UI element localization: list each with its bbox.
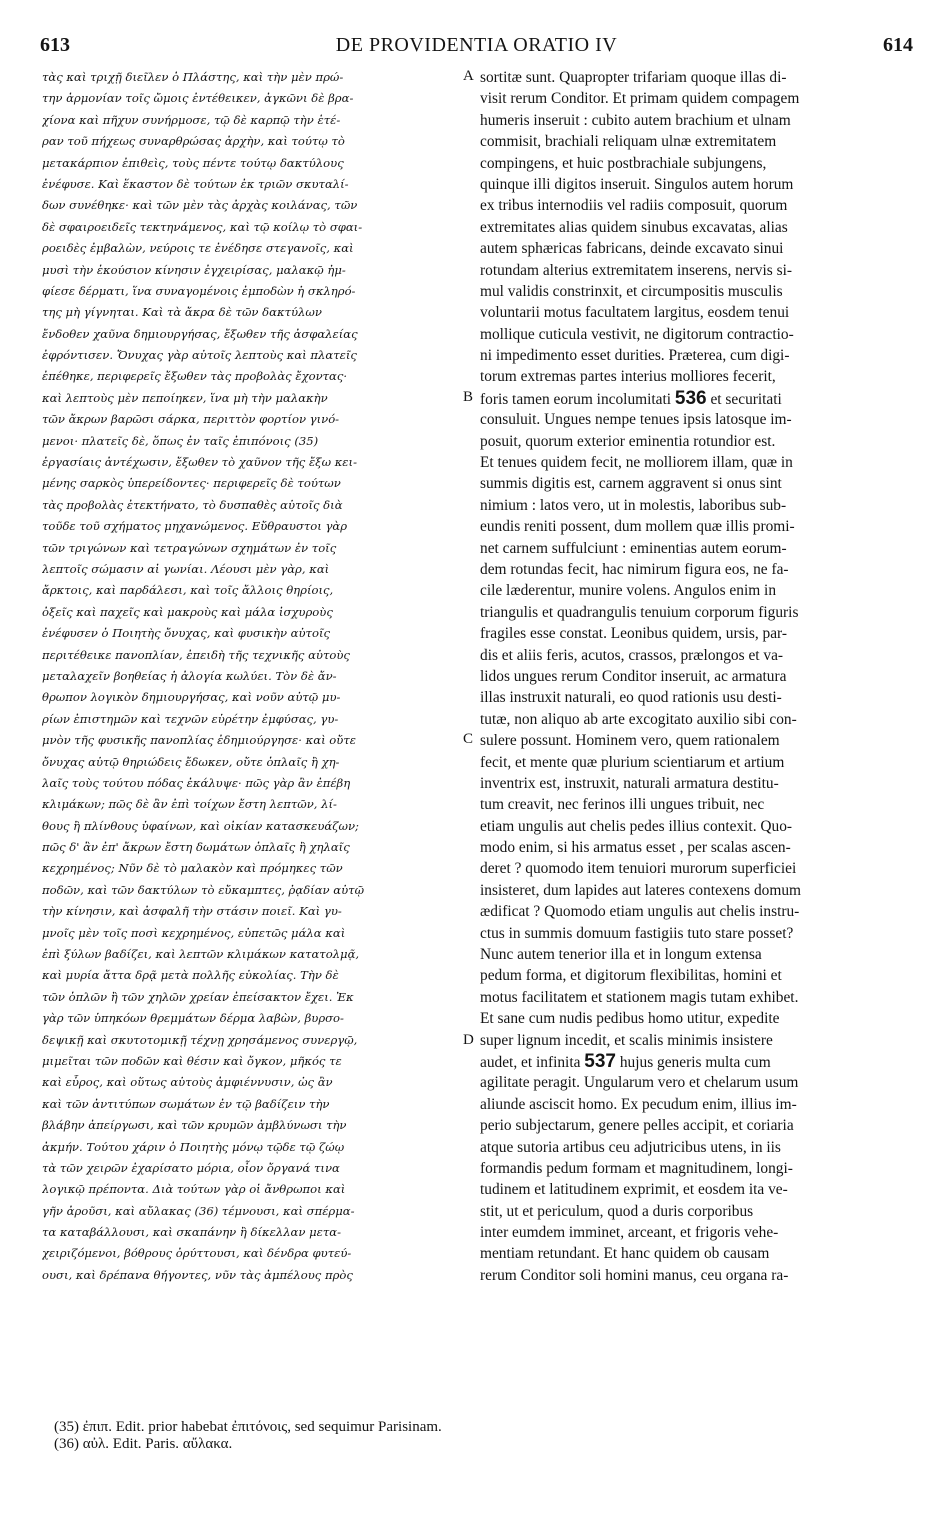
greek-line: χίονα καὶ πῆχυν συνήρμοσε, τῷ δὲ καρπῷ τὴν ἑτέ- [42, 112, 341, 127]
latin-text: dem rotundas fecit, hac nimirum figura eos, ne fa- [480, 560, 789, 578]
greek-line: τὰς καὶ τριχῇ διεῖλεν ὁ Πλάστης, καὶ τὴν μὲν πρώ- [42, 70, 344, 84]
page-ref-number: 537 [584, 1050, 616, 1072]
latin-text: voluntarii motus facultatem largitus, eosdem tenui [480, 304, 790, 322]
latin-line [480, 324, 916, 345]
greek-line: περιτέθεικε πανοπλίαν, ἐπειδὴ τῆς τεχνικῆς αὐτοὺς [42, 647, 350, 662]
greek-line: τα καταβάλλουσι, καὶ σκαπάνην ἢ δίκελλαν μετα- [42, 1225, 342, 1240]
page-header [40, 34, 913, 60]
greek-line: δὲ σφαιροειδεῖς τεκτηνάμενος, καὶ τῷ κοίλῳ τὸ σφαι- [42, 219, 363, 234]
greek-line: ἐργασίαις ἀντέχωσιν, ἔξωθεν τὸ χαῦνον τῆς ἔξω κει- [42, 455, 357, 470]
latin-text: extremitates alias quidem sinubus excavatas, alias [480, 218, 788, 236]
latin-text: aliunde asciscit homo. Ex pecudum enim, illius im- [480, 1095, 797, 1113]
latin-line [480, 1201, 916, 1222]
latin-text: ctus in summis domuum fastigiis tuto stare posset? [480, 924, 794, 942]
latin-line [480, 1265, 916, 1286]
latin-line [480, 709, 916, 730]
latin-text: tudinem et latitudinem exprimit, et eosdem ita ve- [480, 1181, 788, 1199]
greek-line: θους ἢ πλίνθους ὑφαίνων, καὶ οἰκίαν κατασκευάζων; [42, 818, 359, 833]
greek-line: ουσι, καὶ δρέπανα θήγοντες, νῦν τὰς ἀμπέλους πρὸς [42, 1267, 353, 1282]
greek-line: λαῖς τοὺς τούτου πόδας ἐκάλυψε· πῶς γὰρ ἂν ἐπέβη [42, 775, 351, 790]
latin-text: Nunc autem tenerior illa et in longum extensa [480, 946, 762, 964]
latin-line [480, 174, 916, 195]
greek-line: γῆν ἀροῦσι, καὶ αὔλακας (36) τέμνουσι, καὶ σπέρμα- [42, 1203, 355, 1218]
greek-line: ἀκμήν. Τούτου χάριν ὁ Ποιητὴς μόνῳ τῷδε τῷ ζώῳ [42, 1139, 345, 1154]
latin-text: cile læderentur, munire volens. Angulos enim in [480, 582, 777, 600]
greek-line: ἐφρόντισεν. Ὄνυχας γὰρ αὐτοῖς λεπτοὺς καὶ πλατεῖς [42, 348, 357, 363]
latin-text: et securitati [706, 390, 782, 408]
latin-line [480, 858, 916, 879]
latin-line [480, 238, 916, 259]
latin-line [480, 602, 916, 623]
latin-line [480, 1179, 916, 1200]
greek-line: κλιμάκων; πῶς δὲ ἂν ἐπὶ τοίχων ἔστη λεπτῶν, λί- [42, 797, 337, 812]
greek-column [42, 67, 460, 1286]
latin-line [480, 1094, 916, 1115]
greek-line: μυσὶ τὴν ἑκούσιον κίνησιν ἐγχειρίσας, μαλακῷ ἠμ- [42, 262, 346, 277]
latin-text: pedum forma, et digitorum flexibilitas, homini et [480, 967, 782, 985]
section-marker-b: B [463, 389, 474, 405]
greek-line: ἄρκτοις, καὶ παρδάλεσι, καὶ τοῖς ἄλλοις θηρίοις, [42, 583, 334, 598]
greek-line: θρωπον λογικὸν δημιουργήσας, καὶ νοῦν αὐτῷ μυ- [42, 690, 341, 705]
greek-line: καὶ λεπτοὺς μὲν πεποίηκεν, ἵνα μὴ τὴν μαλακὴν [42, 390, 328, 405]
greek-line: τὰ τῶν χειρῶν ἐχαρίσατο μόρια, οἷον ὄργανά τινα [42, 1160, 340, 1175]
latin-line [480, 816, 916, 837]
latin-text: hujus generis multa cum [615, 1053, 771, 1071]
greek-line: της μὴ γίγνηται. Καὶ τὰ ἄκρα δὲ τῶν δακτύλων [42, 305, 322, 320]
latin-text: Et tenues quidem fecit, ne molliorem illam, quæ in [480, 454, 793, 472]
latin-line [480, 473, 916, 494]
latin-line [480, 923, 916, 944]
latin-text: humeris inseruit : cubito autem brachium et ulnam [480, 111, 791, 129]
greek-line: μένης σαρκὸς ὑπερείδοντες· περιφερεῖς δὲ τούτων [42, 476, 341, 491]
greek-line: μνὸν τῆς φυσικῆς πανοπλίας ἐδημιούργησε· καὶ οὔτε [42, 733, 356, 748]
latin-line [480, 260, 916, 281]
latin-line [480, 366, 916, 387]
latin-text: rotundam alterius extremitatem inserens, nervis si- [480, 261, 792, 279]
greek-line: ἔνδοθεν χαῦνα δημιουργήσας, ἔξωθεν τῆς ἀσφαλείας [42, 326, 358, 341]
latin-line [480, 409, 916, 430]
greek-line: λογικῷ πρέποντα. Διὰ τούτων γὰρ οἱ ἄνθρωποι καὶ [42, 1182, 346, 1197]
section-marker-a: A [463, 68, 474, 84]
greek-line: ὀξεῖς καὶ παχεῖς καὶ μακροὺς καὶ μάλα ἰσχυροὺς [42, 604, 333, 619]
latin-line [480, 302, 916, 323]
greek-line: μετακάρπιον ἐπιθεὶς, τοὺς πέντε τούτῳ δακτύλους [42, 155, 344, 170]
latin-text: sulere possunt. Hominem vero, quem rationalem [480, 732, 780, 750]
greek-line: μιμεῖται τῶν ποδῶν καὶ θέσιν καὶ ὄγκον, μῆκός τε [42, 1053, 342, 1068]
latin-text: sortitæ sunt. Quapropter trifariam quoque illas di- [480, 69, 787, 86]
latin-text: illas instruxit naturali, eo quod rationis usu desti- [480, 689, 782, 707]
latin-line [480, 559, 916, 580]
greek-line: καὶ μυρία ἄττα δρᾷ μετὰ πολλῆς εὐκολίας. Τὴν δὲ [42, 968, 339, 983]
latin-line [480, 1243, 916, 1264]
latin-text: autem sphæricas fabricans, deinde excavato sinui [480, 240, 784, 258]
greek-line: τὰς προβολὰς ἐτεκτήνατο, τὸ δυσπαθὲς αὐτοῖς διὰ [42, 497, 343, 512]
latin-text: compingens, et huic postbrachiale subjungens, [480, 154, 767, 172]
latin-text: formandis pedum formam et magnitudinem, longi- [480, 1159, 793, 1177]
greek-line: βλάβην ἀπείργωσι, καὶ τῶν κρυμῶν ἀμβλύνωσι τὴν [42, 1118, 347, 1133]
latin-line [480, 965, 916, 986]
greek-line: τῶν ἄκρων βαρῶσι σάρκα, περιττὸν φορτίον γινό- [42, 412, 340, 427]
greek-line: τὴν κίνησιν, καὶ ἀσφαλῆ τὴν στάσιν ποιεῖ. Καὶ γυ- [42, 904, 342, 919]
latin-text: posuit, quorum exterior eminentia rotundior est. [480, 432, 776, 450]
latin-text: net carnem suffulciunt : eminentias autem eorum- [480, 539, 787, 557]
latin-text: quinque illi digitos inseruit. Singulos autem horum [480, 175, 794, 193]
latin-text: ni impedimento esset durities. Præterea, cum digi- [480, 347, 790, 365]
latin-text: rerum Conditor soli homini manus, ceu organa ra- [480, 1266, 789, 1284]
greek-line: τῶν ὁπλῶν ἢ τῶν χηλῶν χρείαν ἐπείσακτον ἔχει. Ἐκ [42, 989, 354, 1004]
greek-line: τοῦδε τοῦ σχήματος μηχανώμενος. Εὔθραυστοι γὰρ [42, 519, 348, 534]
latin-line [480, 1137, 916, 1158]
latin-line [480, 1008, 916, 1029]
greek-line: φίεσε δέρματι, ἵνα συναγομένοις ἐμποδὼν ἡ σκληρό- [42, 283, 356, 298]
latin-line [480, 452, 916, 473]
latin-line [480, 837, 916, 858]
latin-text: super lignum incedit, et scalis minimis insistere [480, 1031, 773, 1049]
latin-text: lidos ungues rerum Conditor inseruit, ac armatura [480, 667, 787, 685]
greek-line: κεχρημένος; Νῦν δὲ τὸ μαλακὸν καὶ πρόμηκες τῶν [42, 861, 343, 876]
greek-line: γὰρ τῶν ὑπηκόων θρεμμάτων δέρμα λαβὼν, βυρσο- [42, 1011, 344, 1026]
latin-line [480, 752, 916, 773]
latin-line [480, 1072, 916, 1093]
greek-line: πῶς δ' ἂν ἐπ' ἄκρων ἔστη δωμάτων ὁπλαῖς ἢ χηλαῖς [42, 840, 350, 855]
latin-line [480, 110, 916, 131]
latin-line [480, 1158, 916, 1179]
greek-line: μεταλαχεῖν βοηθείας ἡ ἀλογία κωλύει. Τὸν δὲ ἄν- [42, 668, 337, 683]
latin-text: nimium : latos vero, ut in molestis, laboribus sub- [480, 496, 787, 514]
latin-line [480, 88, 916, 109]
latin-line [480, 1051, 916, 1072]
latin-text: tutæ, non aliquo ab arte excogitato auxilio sibi con- [480, 710, 797, 728]
greek-line: μνοῖς μὲν τοῖς ποσὶ κεχρημένος, εὐπετῶς μάλα καὶ [42, 925, 346, 940]
latin-line [480, 538, 916, 559]
greek-line: ραν τοῦ πήχεως συναρθρώσας ἀρχὴν, καὶ τούτῳ τὸ [42, 134, 345, 149]
latin-text: summis digitis est, carnem aggravent si onus sint [480, 475, 782, 493]
latin-text: deret ? quomodo item tenuiori murorum superficiei [480, 860, 797, 878]
latin-text: ædificat ? Quomodo etiam ungulis aut chelis instru- [480, 903, 800, 921]
latin-text: motus facilitatem et stationem magis tutam exhibet. [480, 988, 799, 1006]
latin-line [480, 580, 916, 601]
latin-line [480, 495, 916, 516]
greek-line: δεψικῇ καὶ σκυτοτομικῇ τέχνῃ χρησάμενος συνεργῷ, [42, 1032, 358, 1047]
latin-line [480, 388, 916, 409]
latin-text: atque sutoria artibus ceu adjutricibus utens, in iis [480, 1138, 781, 1156]
latin-text: mul validis constrinxit, et circumpositis musculis [480, 282, 783, 300]
latin-text: mollique cuticula vestivit, ne digitorum contractio- [480, 325, 794, 343]
greek-line: χειριζόμενοι, βόθρους ὀρύττουσι, καὶ δένδρα φυτεύ- [42, 1246, 352, 1261]
latin-line [480, 217, 916, 238]
latin-line [480, 987, 916, 1008]
greek-line: καὶ εὖρος, καὶ οὕτως αὐτοὺς ἀμφιέννυσιν, ὡς ἂν [42, 1075, 333, 1090]
latin-text: dis et aliis feris, acutos, crassos, prælongos et va- [480, 646, 784, 664]
greek-line: ἐνέφυσεν ὁ Ποιητὴς ὄνυχας, καὶ φυσικὴν αὐτοῖς [42, 626, 330, 641]
latin-text: Et sane cum nudis pedibus homo utitur, expedite [480, 1010, 780, 1028]
latin-line [480, 623, 916, 644]
latin-text: agilitate peragit. Ungularum vero et chelarum usum [480, 1074, 799, 1092]
latin-line [480, 195, 916, 216]
greek-line: ἐπὶ ξύλων βαδίζει, καὶ λεπτῶν κλιμάκων κατατολμᾷ, [42, 947, 360, 962]
greek-line: την ἁρμονίαν τοῖς ὤμοις ἐντέθεικεν, ἀγκῶνι δὲ βρα- [42, 91, 354, 106]
latin-line [480, 67, 916, 88]
latin-line [480, 730, 916, 751]
latin-line [480, 645, 916, 666]
greek-line: μενοι· πλατεῖς δὲ, ὅπως ἐν ταῖς ἐπιπόνοις (35) [42, 433, 319, 448]
section-marker-c: C [463, 731, 474, 747]
latin-text: tum creavit, nec ferinos illi ungues tribuit, nec [480, 796, 765, 814]
latin-line [480, 1030, 916, 1051]
greek-line: ἐπέθηκε, περιφερεῖς ἔξωθεν τὰς προβολὰς ἔχοντας· [42, 369, 348, 384]
latin-line [480, 666, 916, 687]
latin-text: audet, et infinita [480, 1053, 585, 1071]
latin-line [480, 131, 916, 152]
latin-line [480, 687, 916, 708]
greek-line: καὶ τῶν ἀντιτύπων σωμάτων ἐν τῷ βαδίζειν τὴν [42, 1096, 330, 1111]
greek-line: ροειδὲς ἐμβαλὼν, νεύροις τε ἐνέδησε στεγανοῖς, καὶ [42, 241, 354, 256]
latin-line [480, 794, 916, 815]
page-ref-number: 536 [674, 387, 707, 409]
latin-text: fragiles esse constat. Leonibus quidem, ursis, par- [480, 625, 788, 643]
latin-text: modo enim, si his armatus esset , per scalas ascen- [480, 839, 791, 857]
section-marker-d: D [463, 1032, 474, 1048]
page-number-left: 613 [40, 34, 70, 56]
footnote-36: (36) αὐλ. Edit. Paris. αὔλακα. [54, 1436, 233, 1452]
footnotes [54, 1419, 914, 1453]
latin-text: inventrix est, instruxit, naturali armatura destitu- [480, 774, 779, 792]
latin-line [480, 1115, 916, 1136]
latin-text: foris tamen eorum incolumitati [480, 390, 675, 408]
greek-line: τῶν τριγώνων καὶ τετραγώνων σχημάτων ἐν τοῖς [42, 540, 337, 555]
greek-line: λεπτοῖς σώμασιν αἱ γωνίαι. Λέουσι μὲν γὰρ, καὶ [42, 561, 330, 576]
latin-text: fecit, et mente quæ plurium scientiarum et artium [480, 753, 785, 771]
latin-line [480, 345, 916, 366]
latin-text: mentiam retundant. Et hanc quidem ob causam [480, 1245, 770, 1263]
latin-line [480, 431, 916, 452]
latin-text: inter eumdem imminet, arceant, et frigoris vehe- [480, 1224, 779, 1242]
greek-line: ποδῶν, καὶ τῶν δακτύλων τὸ εὔκαμπτες, ῥᾳδίαν αὐτῷ [42, 882, 365, 897]
latin-text: ex tribus internodiis vel radiis composuit, quorum [480, 197, 788, 215]
page-number-right: 614 [883, 34, 913, 56]
running-title: DE PROVIDENTIA ORATIO IV [335, 34, 618, 56]
latin-text: consuluit. Ungues nempe tenues ipsis latosque im- [480, 411, 792, 429]
greek-line: ρίων ἐπιστημῶν καὶ τεχνῶν εὑρέτην ἐμφύσας, γυ- [42, 711, 339, 726]
latin-line [480, 281, 916, 302]
latin-column [480, 67, 916, 1286]
greek-line: ὄνυχας αὐτῷ θηριώδεις ἔδωκεν, οὔτε ὁπλαῖς ἢ χη- [42, 754, 340, 769]
latin-line [480, 901, 916, 922]
latin-text: stit, ut et periculum, quod a duris corporibus [480, 1202, 754, 1220]
latin-line [480, 1222, 916, 1243]
latin-text: insisteret, dum lapides aut lateres contexens domum [480, 881, 801, 899]
greek-line: ἐνέφυσε. Καὶ ἕκαστον δὲ τούτων ἐκ τριῶν σκυταλί- [42, 176, 349, 191]
latin-text: etiam ungulis aut chelis pedes illius contexit. Quo- [480, 817, 793, 835]
latin-text: visit rerum Conditor. Et primam quidem compagem [480, 90, 800, 108]
latin-text: triangulis et quadrangulis tenuium corporum figuris [480, 603, 799, 621]
latin-line [480, 153, 916, 174]
latin-line [480, 944, 916, 965]
latin-line [480, 880, 916, 901]
latin-text: perio subjectarum, genere pelles accipit, et coriaria [480, 1117, 794, 1135]
latin-line [480, 516, 916, 537]
latin-text: torum extremas partes interius molliores fecerit, [480, 368, 776, 386]
footnote-35: (35) ἐπιπ. Edit. prior habebat ἐπιτόνοις, sed sequimur Parisinam. [54, 1419, 442, 1435]
latin-text: commisit, brachiali reliquam ulnæ extremitatem [480, 133, 777, 151]
latin-line [480, 773, 916, 794]
latin-text: eundis reniti possent, dum mollem quæ illis promi- [480, 518, 795, 536]
greek-line: δων συνέθηκε· καὶ τῶν μὲν τὰς ἀρχὰς κοιλάνας, τῶν [42, 198, 358, 213]
